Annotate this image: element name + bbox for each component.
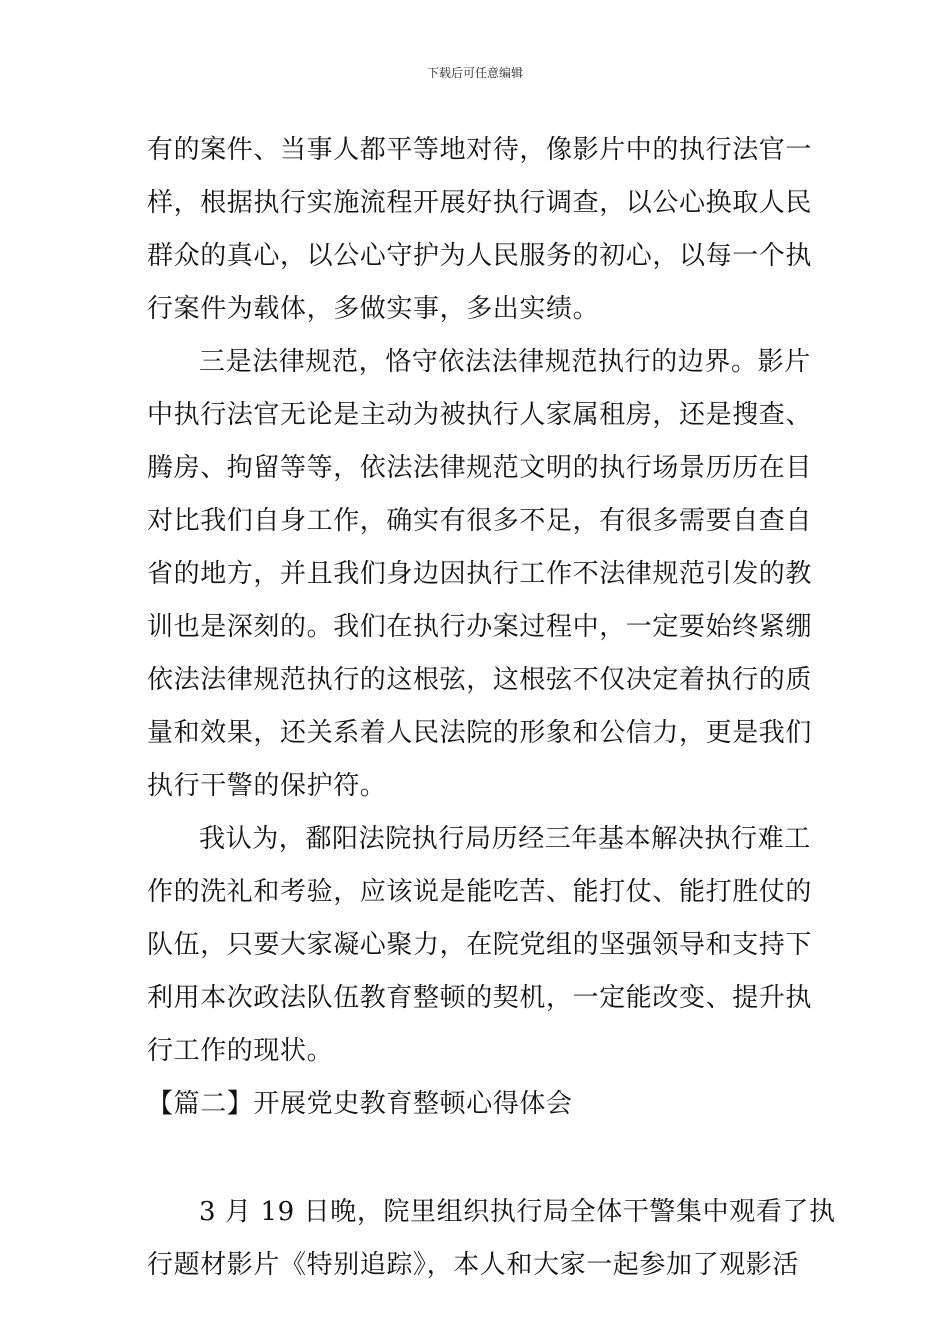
text-line: 3 月 19 日晚，院里组织执行局全体干警集中观看了执 [199, 1197, 836, 1227]
paragraph-1 [147, 124, 813, 336]
text-line: 利用本次政法队伍教育整顿的契机，一定能改变、提升执 [147, 983, 813, 1013]
text-line: 中执行法官无论是主动为被执行人家属租房，还是搜查、 [147, 400, 813, 430]
text-line: 有的案件、当事人都平等地对待，像影片中的执行法官一 [147, 135, 813, 165]
text-line: 执行干警的保护符。 [147, 771, 387, 801]
paragraph-2 [147, 336, 813, 813]
paragraph-4 [147, 1186, 836, 1292]
heading-line: 【篇二】开展党史教育整顿心得体会 [147, 1089, 573, 1119]
text-line: 作的洗礼和考验，应该说是能吃苦、能打仗、能打胜仗的 [147, 877, 813, 907]
text-line: 依法法律规范执行的这根弦，这根弦不仅决定着执行的质 [147, 665, 813, 695]
text-line: 三是法律规范，恪守依法法律规范执行的边界。影片 [199, 347, 811, 377]
paragraph-3 [147, 813, 813, 1078]
text-line: 行题材影片《特别追踪》，本人和大家一起参加了观影活 [147, 1250, 800, 1280]
text-line: 样，根据执行实施流程开展好执行调查，以公心换取人民 [147, 188, 813, 218]
text-line: 群众的真心，以公心守护为人民服务的初心，以每一个执 [147, 241, 813, 271]
blank-line [147, 1131, 807, 1186]
page-header: 下载后可任意编辑 [426, 66, 523, 80]
text-line: 行工作的现状。 [147, 1036, 334, 1066]
text-line: 省的地方，并且我们身边因执行工作不法律规范引发的教 [147, 559, 813, 589]
section-heading [147, 1078, 807, 1131]
text-line: 行案件为载体，多做实事，多出实绩。 [147, 294, 600, 324]
text-line: 量和效果，还关系着人民法院的形象和公信力，更是我们 [147, 718, 813, 748]
text-line: 训也是深刻的。我们在执行办案过程中，一定要始终紧绷 [147, 612, 813, 642]
text-line: 腾房、拘留等等，依法法律规范文明的执行场景历历在目 [147, 453, 813, 483]
text-line: 队伍，只要大家凝心聚力，在院党组的坚强领导和支持下 [147, 930, 813, 960]
text-line: 我认为，鄱阳法院执行局历经三年基本解决执行难工 [199, 824, 811, 854]
text-line: 对比我们自身工作，确实有很多不足，有很多需要自查自 [147, 506, 813, 536]
document-body [147, 124, 836, 1292]
